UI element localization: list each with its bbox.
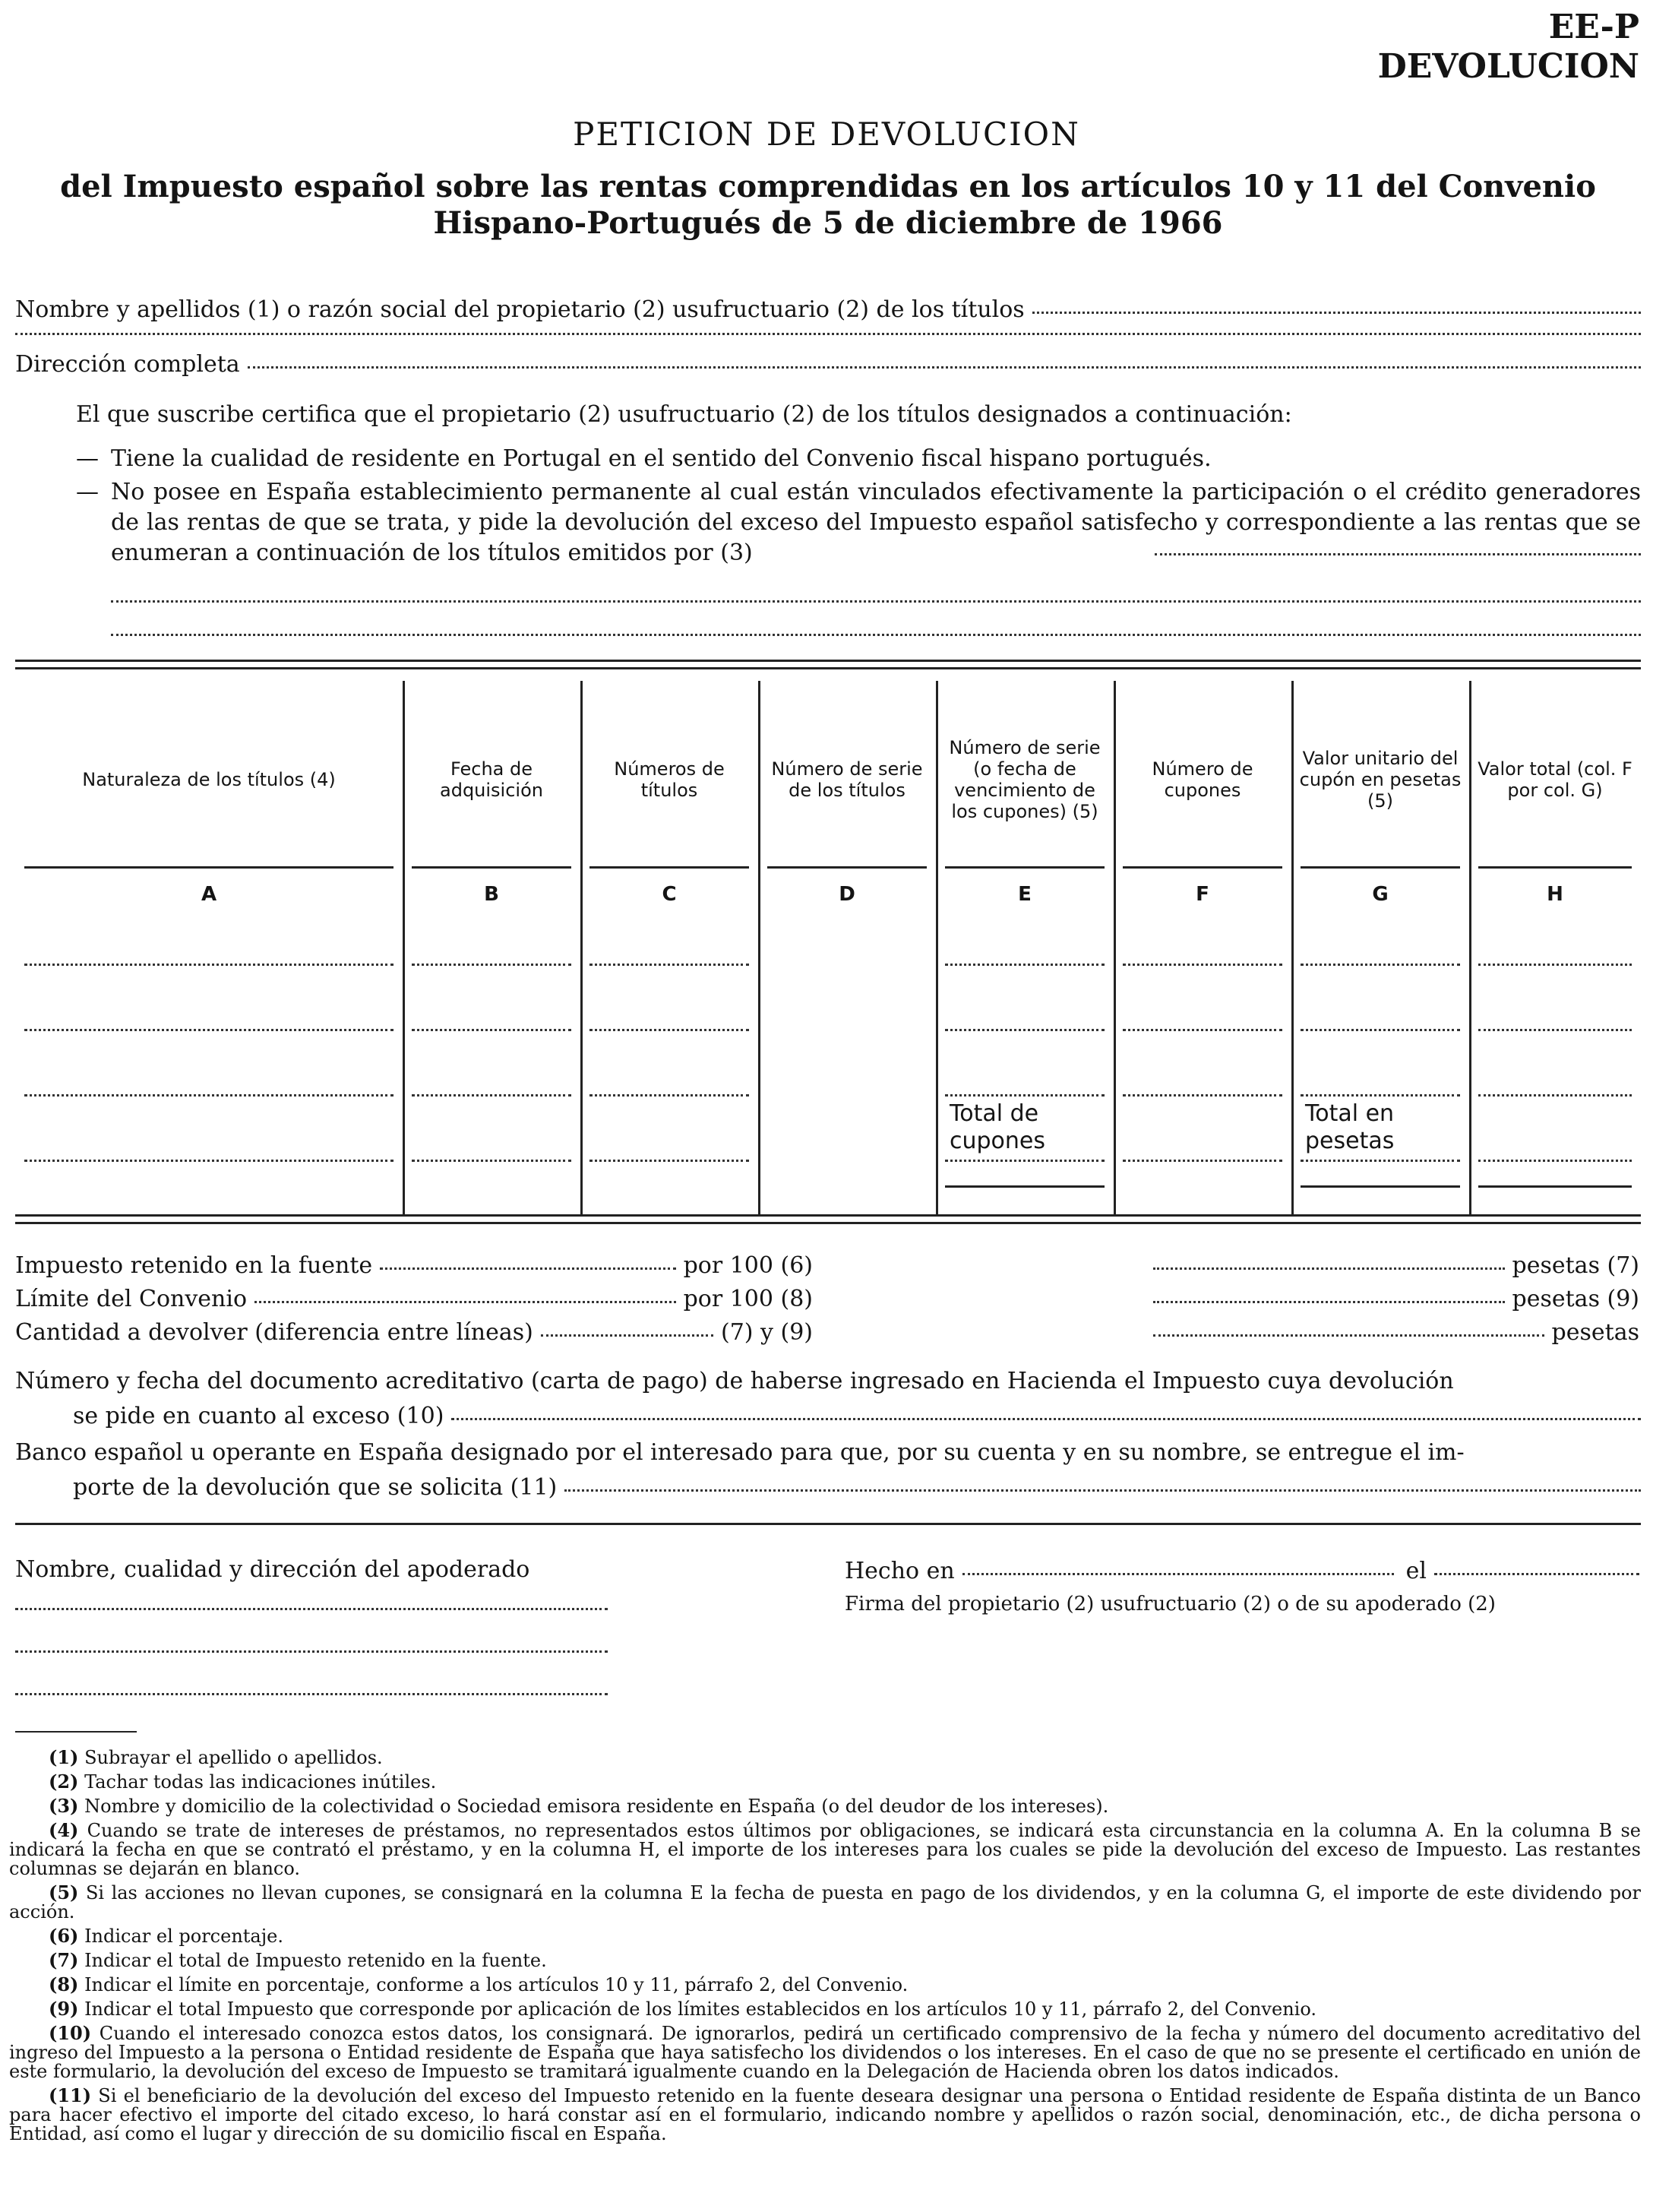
certify-text bbox=[76, 401, 1641, 429]
column-b-letter: B bbox=[484, 883, 499, 906]
owner-name-field[interactable] bbox=[15, 296, 1641, 324]
documento-label: se pide en cuanto al exceso (10) bbox=[73, 1403, 444, 1429]
footnote-item: (9) Indicar el total Impuesto que corresponde por aplicación de los límites establecidos en los artículos 10 y 11, párrafo 2, del Convenio. bbox=[49, 1998, 1316, 2020]
footnotes bbox=[9, 1748, 1641, 2144]
footnote-rule bbox=[15, 1731, 137, 1733]
retenido-pesetas-row[interactable] bbox=[1153, 1252, 1639, 1280]
column-h-letter: H bbox=[1547, 883, 1563, 906]
banco-line1: Banco español u operante en España designado por el interesado para que, por su cuenta y en su nombre, se entregue el im- bbox=[15, 1439, 1465, 1466]
header-rule bbox=[412, 866, 571, 869]
table-cell-g1[interactable] bbox=[1301, 964, 1460, 966]
bullet-residente bbox=[76, 444, 1641, 474]
total-pesetas-label: Total en pesetas bbox=[1305, 1100, 1395, 1154]
cantidad-pesetas-row[interactable] bbox=[1153, 1319, 1639, 1347]
total-cupones-rule bbox=[945, 1185, 1105, 1188]
footnote-item: (6) Indicar el porcentaje. bbox=[49, 1925, 284, 1947]
column-d-header: Número de serie de los títulos bbox=[771, 758, 923, 801]
table-cell-c1[interactable] bbox=[589, 964, 749, 966]
column-f-letter: F bbox=[1196, 883, 1209, 906]
owner-name-fill-2[interactable] bbox=[15, 333, 1641, 335]
column-f-header: Número de cupones bbox=[1152, 758, 1253, 801]
table-cell-f1[interactable] bbox=[1123, 964, 1282, 966]
address-label: Dirección completa bbox=[15, 351, 240, 378]
limite-ref: por 100 (8) bbox=[683, 1286, 813, 1312]
form-code-line2: DEVOLUCION bbox=[1377, 47, 1639, 86]
header-rule bbox=[945, 866, 1105, 869]
table-cell-a2[interactable] bbox=[24, 1029, 393, 1031]
limite-pesetas-label: pesetas (9) bbox=[1512, 1286, 1639, 1312]
hecho-en-fill[interactable] bbox=[962, 1573, 1394, 1575]
bullet-no-establecimiento-text: No posee en España establecimiento permanente al cual están vinculados efectivamente la participación o el crédito generadores de las rentas de que se trata, y pide la devolución del exceso del Impuesto español satisfecho y correspondiente a las rentas que se enumeran a continuación de los títulos emitidos por (3) bbox=[111, 479, 1641, 566]
documento-field[interactable] bbox=[73, 1403, 1641, 1430]
form-code-line1: EE-P bbox=[1548, 8, 1639, 46]
titles-table bbox=[15, 660, 1641, 1214]
emisor-fill-3[interactable] bbox=[111, 634, 1641, 636]
total-pesetas-rule bbox=[1301, 1185, 1460, 1188]
footnote-item: (4) Cuando se trate de intereses de préstamos, no representados estos últimos por obligaciones, se indicará esta circunstancia en la columna A. En la columna B se indicará la fecha en que se contrató el préstamo, y en la columna H, el importe de los intereses para los cuales se pide la devolución del exceso de Impuesto. Las restantes columnas se dejarán en blanco. bbox=[9, 1819, 1641, 1879]
column-f bbox=[1114, 660, 1291, 1214]
table-cell-b4[interactable] bbox=[412, 1160, 571, 1162]
table-cell-f4[interactable] bbox=[1123, 1160, 1282, 1162]
table-cell-a3[interactable] bbox=[24, 1094, 393, 1097]
apoderado-fill-1[interactable] bbox=[15, 1608, 608, 1610]
table-cell-a4[interactable] bbox=[24, 1160, 393, 1162]
apoderado-fill-3[interactable] bbox=[15, 1693, 608, 1695]
header-rule bbox=[1123, 866, 1282, 869]
section-rule bbox=[15, 1523, 1641, 1525]
address-field[interactable] bbox=[15, 351, 1641, 378]
table-cell-h4[interactable] bbox=[1478, 1160, 1632, 1162]
header-rule bbox=[24, 866, 393, 869]
address-fill[interactable] bbox=[248, 366, 1641, 369]
table-cell-e3[interactable] bbox=[945, 1094, 1105, 1097]
table-cell-e2[interactable] bbox=[945, 1029, 1105, 1031]
column-e-header: Número de serie (o fecha de vencimiento de los cupones) (5) bbox=[949, 737, 1101, 822]
form-code bbox=[1378, 8, 1639, 87]
footnote-item: (10) Cuando el interesado conozca estos datos, los consignará. De ignorarlos, pedirá un certificado comprensivo de la fecha y número del documento acreditativo del ingreso del Impuesto a la persona o Entidad residente de España que haya satisfecho los dividendos o los intereses. En el caso de que no se presente el certificado en unión de este formulario, la devolución del exceso de Impuesto se tramitará igualmente cuando en la Delegación de Hacienda obren los datos indicados. bbox=[9, 2022, 1641, 2082]
cantidad-label: Cantidad a devolver (diferencia entre líneas) bbox=[15, 1319, 533, 1346]
limite-label: Límite del Convenio bbox=[15, 1286, 248, 1312]
footnote-item: (3) Nombre y domicilio de la colectividad o Sociedad emisora residente en España (o del deudor de los intereses). bbox=[49, 1795, 1109, 1817]
footnote-item: (2) Tachar todas las indicaciones inútiles. bbox=[49, 1771, 437, 1793]
column-e bbox=[936, 660, 1114, 1214]
retenido-row[interactable] bbox=[15, 1252, 813, 1280]
column-g-letter: G bbox=[1372, 883, 1389, 906]
total-valor-rule bbox=[1478, 1185, 1632, 1188]
column-h-header: Valor total (col. F por col. G) bbox=[1478, 758, 1632, 801]
footnote-item: (11) Si el beneficiario de la devolución del exceso del Impuesto retenido en la fuente deseara designar una persona o Entidad residente de España distinta de un Banco para hacer efectivo el importe del citado exceso, lo hará constar así en el formulario, indicando nombre y apellidos o razón social, denominación, etc., de dicha persona o Entidad, así como el lugar y dirección de su domicilio fiscal en España. bbox=[9, 2084, 1641, 2144]
cantidad-pesetas-label: pesetas bbox=[1551, 1319, 1639, 1346]
owner-name-label: Nombre y apellidos (1) o razón social del propietario (2) usufructuario (2) de los títulos bbox=[15, 296, 1025, 323]
retenido-pesetas-label: pesetas (7) bbox=[1512, 1252, 1639, 1279]
apoderado-label: Nombre, cualidad y dirección del apoderado bbox=[15, 1556, 530, 1583]
column-a-letter: A bbox=[201, 883, 217, 906]
banco-fill[interactable] bbox=[564, 1489, 1641, 1492]
cantidad-ref: (7) y (9) bbox=[720, 1319, 813, 1346]
table-bottom-rule-2 bbox=[15, 1222, 1641, 1224]
table-cell-b1[interactable] bbox=[412, 964, 571, 966]
el-label: el bbox=[1405, 1558, 1427, 1584]
column-b bbox=[403, 660, 580, 1214]
table-cell-c2[interactable] bbox=[589, 1029, 749, 1031]
bullet-residente-text: Tiene la cualidad de residente en Portugal en el sentido del Convenio fiscal hispano portugués. bbox=[111, 445, 1212, 472]
column-g bbox=[1291, 660, 1469, 1214]
header-rule bbox=[767, 866, 927, 869]
column-d bbox=[758, 660, 936, 1214]
footnote-item: (7) Indicar el total de Impuesto retenido en la fuente. bbox=[49, 1949, 547, 1971]
table-cell-c3[interactable] bbox=[589, 1094, 749, 1097]
page-subtitle: del Impuesto español sobre las rentas comprendidas en los artículos 10 y 11 del Convenio Hispano-Portugués de 5 de diciembre de 1966 bbox=[60, 169, 1596, 241]
hecho-en-label: Hecho en bbox=[845, 1558, 955, 1584]
limite-row[interactable] bbox=[15, 1286, 813, 1313]
cantidad-pesetas-fill[interactable] bbox=[1153, 1334, 1544, 1337]
header-rule bbox=[1478, 866, 1632, 869]
documento-line1: Número y fecha del documento acreditativo (carta de pago) de haberse ingresado en Hacienda el Impuesto cuya devolución bbox=[15, 1368, 1454, 1394]
column-h bbox=[1469, 660, 1641, 1214]
cantidad-fill[interactable] bbox=[541, 1334, 713, 1337]
table-cell-e1[interactable] bbox=[945, 964, 1105, 966]
footnote-item: (5) Si las acciones no llevan cupones, se consignará en la columna E la fecha de puesta en pago de los dividendos, y en la columna G, el importe de este dividendo por acción. bbox=[9, 1881, 1641, 1922]
page-title: PETICION DE DEVOLUCION bbox=[573, 116, 1080, 153]
table-cell-h2[interactable] bbox=[1478, 1029, 1632, 1031]
column-e-letter: E bbox=[1018, 883, 1032, 906]
table-cell-e4[interactable] bbox=[945, 1160, 1105, 1162]
retenido-pesetas-fill[interactable] bbox=[1153, 1267, 1505, 1270]
emisor-fill-2[interactable] bbox=[111, 600, 1641, 603]
bullet-marker: — bbox=[76, 479, 99, 505]
column-a bbox=[15, 660, 403, 1214]
table-cell-g3[interactable] bbox=[1301, 1094, 1460, 1097]
retenido-ref: por 100 (6) bbox=[683, 1252, 813, 1279]
limite-pesetas-fill[interactable] bbox=[1153, 1301, 1505, 1303]
table-cell-f2[interactable] bbox=[1123, 1029, 1282, 1031]
table-cell-g4[interactable] bbox=[1301, 1160, 1460, 1162]
table-cell-a1[interactable] bbox=[24, 964, 393, 966]
table-cell-g2[interactable] bbox=[1301, 1029, 1460, 1031]
footnote-item: (1) Subrayar el apellido o apellidos. bbox=[49, 1746, 383, 1768]
emisor-fill[interactable] bbox=[1155, 553, 1641, 555]
table-cell-b2[interactable] bbox=[412, 1029, 571, 1031]
fecha-fill[interactable] bbox=[1434, 1573, 1639, 1575]
table-cell-h3[interactable] bbox=[1478, 1094, 1632, 1097]
certify-label: El que suscribe certifica que el propietario (2) usufructuario (2) de los títulos designados a continuación: bbox=[76, 401, 1292, 428]
header-rule bbox=[1301, 866, 1460, 869]
column-c-header: Números de títulos bbox=[614, 758, 725, 801]
banco-label: porte de la devolución que se solicita (11) bbox=[73, 1474, 558, 1501]
limite-pesetas-row[interactable] bbox=[1153, 1286, 1639, 1313]
column-c-letter: C bbox=[662, 883, 677, 906]
retenido-fill[interactable] bbox=[380, 1267, 675, 1270]
documento-fill[interactable] bbox=[451, 1418, 1641, 1420]
table-cell-b3[interactable] bbox=[412, 1094, 571, 1097]
header-rule bbox=[589, 866, 749, 869]
apoderado-fill-2[interactable] bbox=[15, 1650, 608, 1653]
limite-fill[interactable] bbox=[254, 1301, 676, 1303]
column-d-letter: D bbox=[839, 883, 855, 906]
table-cell-f3[interactable] bbox=[1123, 1094, 1282, 1097]
column-c bbox=[580, 660, 758, 1214]
table-cell-h1[interactable] bbox=[1478, 964, 1632, 966]
table-cell-c4[interactable] bbox=[589, 1160, 749, 1162]
column-b-header: Fecha de adquisición bbox=[440, 758, 543, 801]
table-bottom-rule bbox=[15, 1214, 1641, 1217]
column-a-header: Naturaleza de los títulos (4) bbox=[82, 769, 336, 790]
retenido-label: Impuesto retenido en la fuente bbox=[15, 1252, 373, 1279]
bullet-marker: — bbox=[76, 445, 99, 472]
hecho-en-row[interactable] bbox=[845, 1558, 1639, 1585]
footnote-item: (8) Indicar el límite en porcentaje, conforme a los artículos 10 y 11, párrafo 2, del Convenio. bbox=[49, 1973, 909, 1995]
column-g-header: Valor unitario del cupón en pesetas (5) bbox=[1299, 748, 1462, 812]
owner-name-fill[interactable] bbox=[1032, 312, 1641, 314]
firma-label: Firma del propietario (2) usufructuario (2) o de su apoderado (2) bbox=[845, 1593, 1496, 1615]
total-cupones-label: Total de cupones bbox=[950, 1100, 1046, 1154]
cantidad-row[interactable] bbox=[15, 1319, 813, 1347]
banco-field[interactable] bbox=[73, 1474, 1641, 1502]
